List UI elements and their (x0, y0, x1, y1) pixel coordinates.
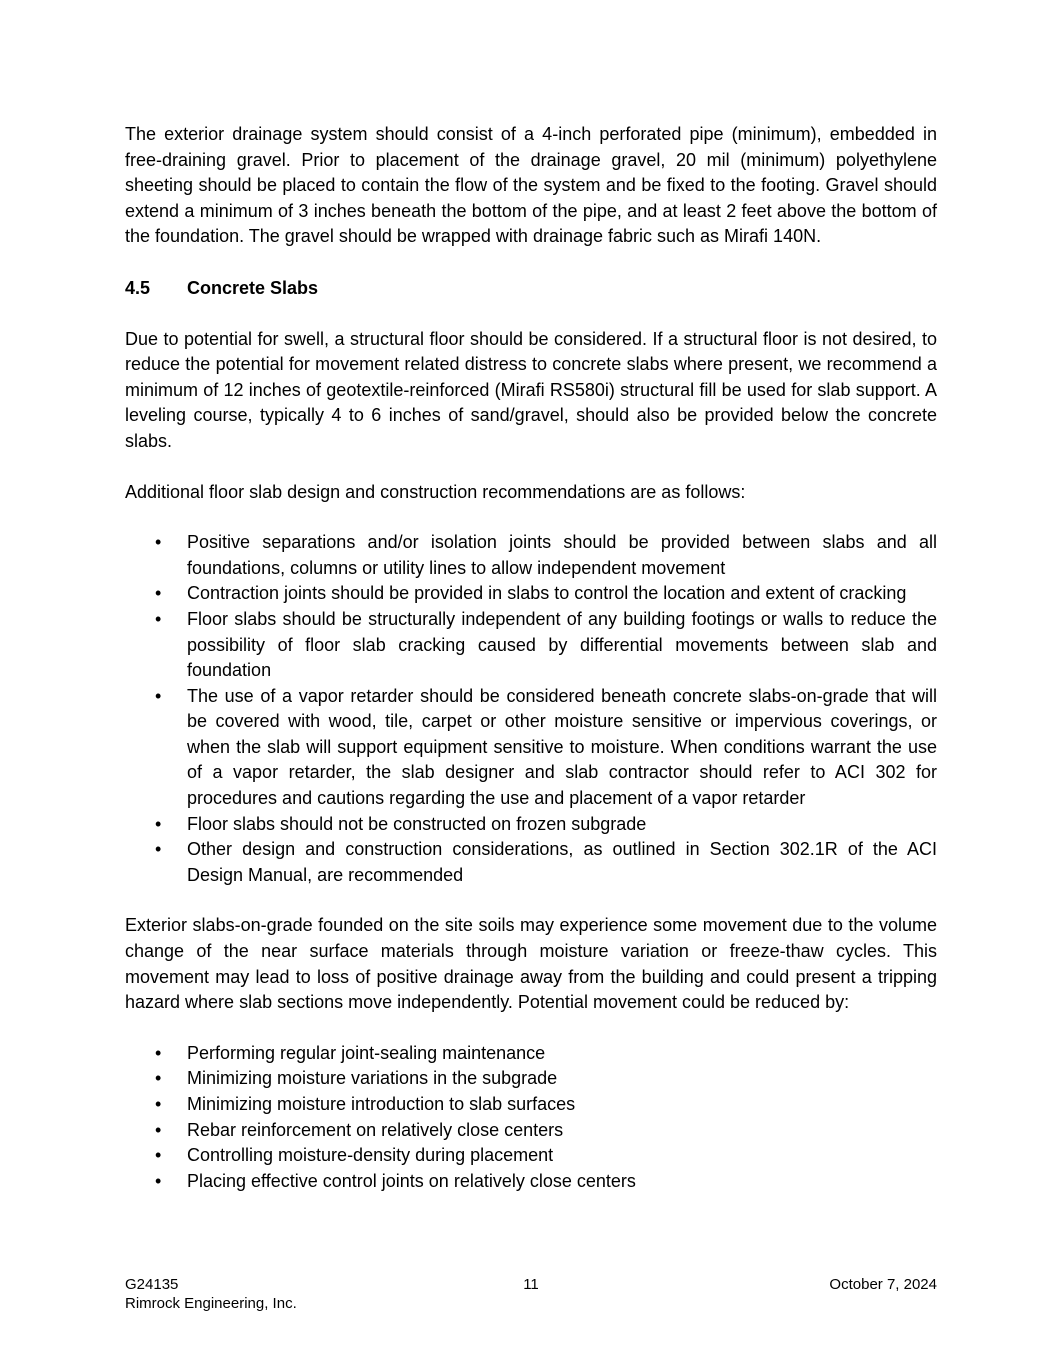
paragraph-structural-floor: Due to potential for swell, a structural floor should be considered. If a structural floor is not desired, to reduce the potential for movement related distress to concrete slabs where present, we recommend a minimum of 12 inches of geotextile-reinforced (Mirafi RS580i) structural fill be used for slab support. A leveling course, typically 4 to 6 inches of sand/gravel, should also be provided below the concrete slabs. (125, 328, 937, 451)
bullet-icon: • (155, 608, 162, 629)
bullet-icon: • (155, 583, 162, 604)
list-item-text: Floor slabs should not be constructed on frozen subgrade (187, 813, 647, 834)
list-item-text: Floor slabs should be structurally independent of any building footings or walls to reduce the possibility of floor slab cracking caused by differential movements between slab and foundation (187, 608, 937, 681)
list-item (125, 607, 937, 684)
bullet-icon: • (155, 813, 162, 834)
page-content (125, 122, 937, 1194)
bullet-icon: • (155, 839, 162, 860)
list-item (125, 837, 937, 888)
movement-reduction-list (125, 1041, 937, 1195)
bullet-icon: • (155, 1042, 162, 1063)
list-item-text: Performing regular joint-sealing maintenance (187, 1042, 546, 1063)
bullet-icon: • (155, 1068, 162, 1089)
bullet-icon: • (155, 1170, 162, 1191)
paragraph-drainage-system: The exterior drainage system should consist of a 4-inch perforated pipe (minimum), embedded in free-draining gravel. Prior to placement of the drainage gravel, 20 mil (minimum) polyethylene sheeting should be placed to contain the flow of the system and be fixed to the footing. Gravel should extend a minimum of 3 inches beneath the bottom of the pipe, and at least 2 feet above the bottom of the foundation. The gravel should be wrapped with drainage fabric such as Mirafi 140N. (125, 124, 937, 247)
footer-project-number: G24135 (125, 1276, 179, 1293)
list-item-text: Controlling moisture-density during placement (187, 1145, 554, 1166)
list-item (125, 812, 937, 838)
section-title: Concrete Slabs (187, 277, 319, 298)
footer-page-number: 11 (523, 1276, 539, 1293)
bullet-icon: • (155, 1094, 162, 1114)
list-item-text: Rebar reinforcement on relatively close centers (187, 1119, 564, 1140)
section-heading (125, 276, 937, 302)
list-item (125, 684, 937, 812)
bullet-icon: • (155, 1145, 162, 1166)
list-item (125, 1143, 937, 1169)
list-item (125, 1041, 937, 1067)
list-item-text: Contraction joints should be provided in slabs to control the location and extent of cracking (187, 583, 907, 604)
paragraph-recommendations-intro: Additional floor slab design and construction recommendations are as follows: (125, 481, 746, 502)
list-item (125, 1118, 937, 1144)
bullet-icon: • (155, 685, 162, 706)
list-item-text: Other design and construction considerations, as outlined in Section 302.1R of the ACI Design Manual, are recommended (187, 839, 937, 885)
list-item-text: Minimizing moisture variations in the subgrade (187, 1068, 558, 1089)
list-item-text: The use of a vapor retarder should be considered beneath concrete slabs-on-grade that will be covered with wood, tile, carpet or other moisture sensitive or impervious coverings, or when the slab will support equipment sensitive to moisture. When conditions warrant the use of a vapor retarder, the slab designer and slab contractor should refer to ACI 302 for procedures and cautions regarding the use and placement of a vapor retarder (187, 685, 937, 809)
list-item-text: Placing effective control joints on relatively close centers (187, 1170, 636, 1191)
section-number: 4.5 (125, 277, 151, 298)
list-item (125, 581, 937, 607)
bullet-icon: • (155, 532, 162, 553)
list-item (125, 1092, 937, 1118)
footer-date: October 7, 2024 (829, 1276, 937, 1293)
paragraph-exterior-slabs: Exterior slabs-on-grade founded on the site soils may experience some movement due to the volume change of the near surface materials through moisture variation or freeze-thaw cycles. This movement may lead to loss of positive drainage away from the building and could present a tripping hazard where slab sections move independently. Potential movement could be reduced by: (125, 915, 937, 1013)
list-item (125, 1066, 937, 1092)
page-footer (125, 1275, 937, 1313)
list-item (125, 1169, 937, 1195)
list-item (125, 530, 937, 581)
list-item-text: Positive separations and/or isolation joints should be provided between slabs and all foundations, columns or utility lines to allow independent movement (187, 532, 937, 578)
floor-slab-recommendations-list (125, 530, 937, 888)
bullet-icon: • (155, 1119, 162, 1140)
footer-company: Rimrock Engineering, Inc. (125, 1295, 297, 1312)
list-item-text: Minimizing moisture introduction to slab surfaces (187, 1094, 576, 1114)
